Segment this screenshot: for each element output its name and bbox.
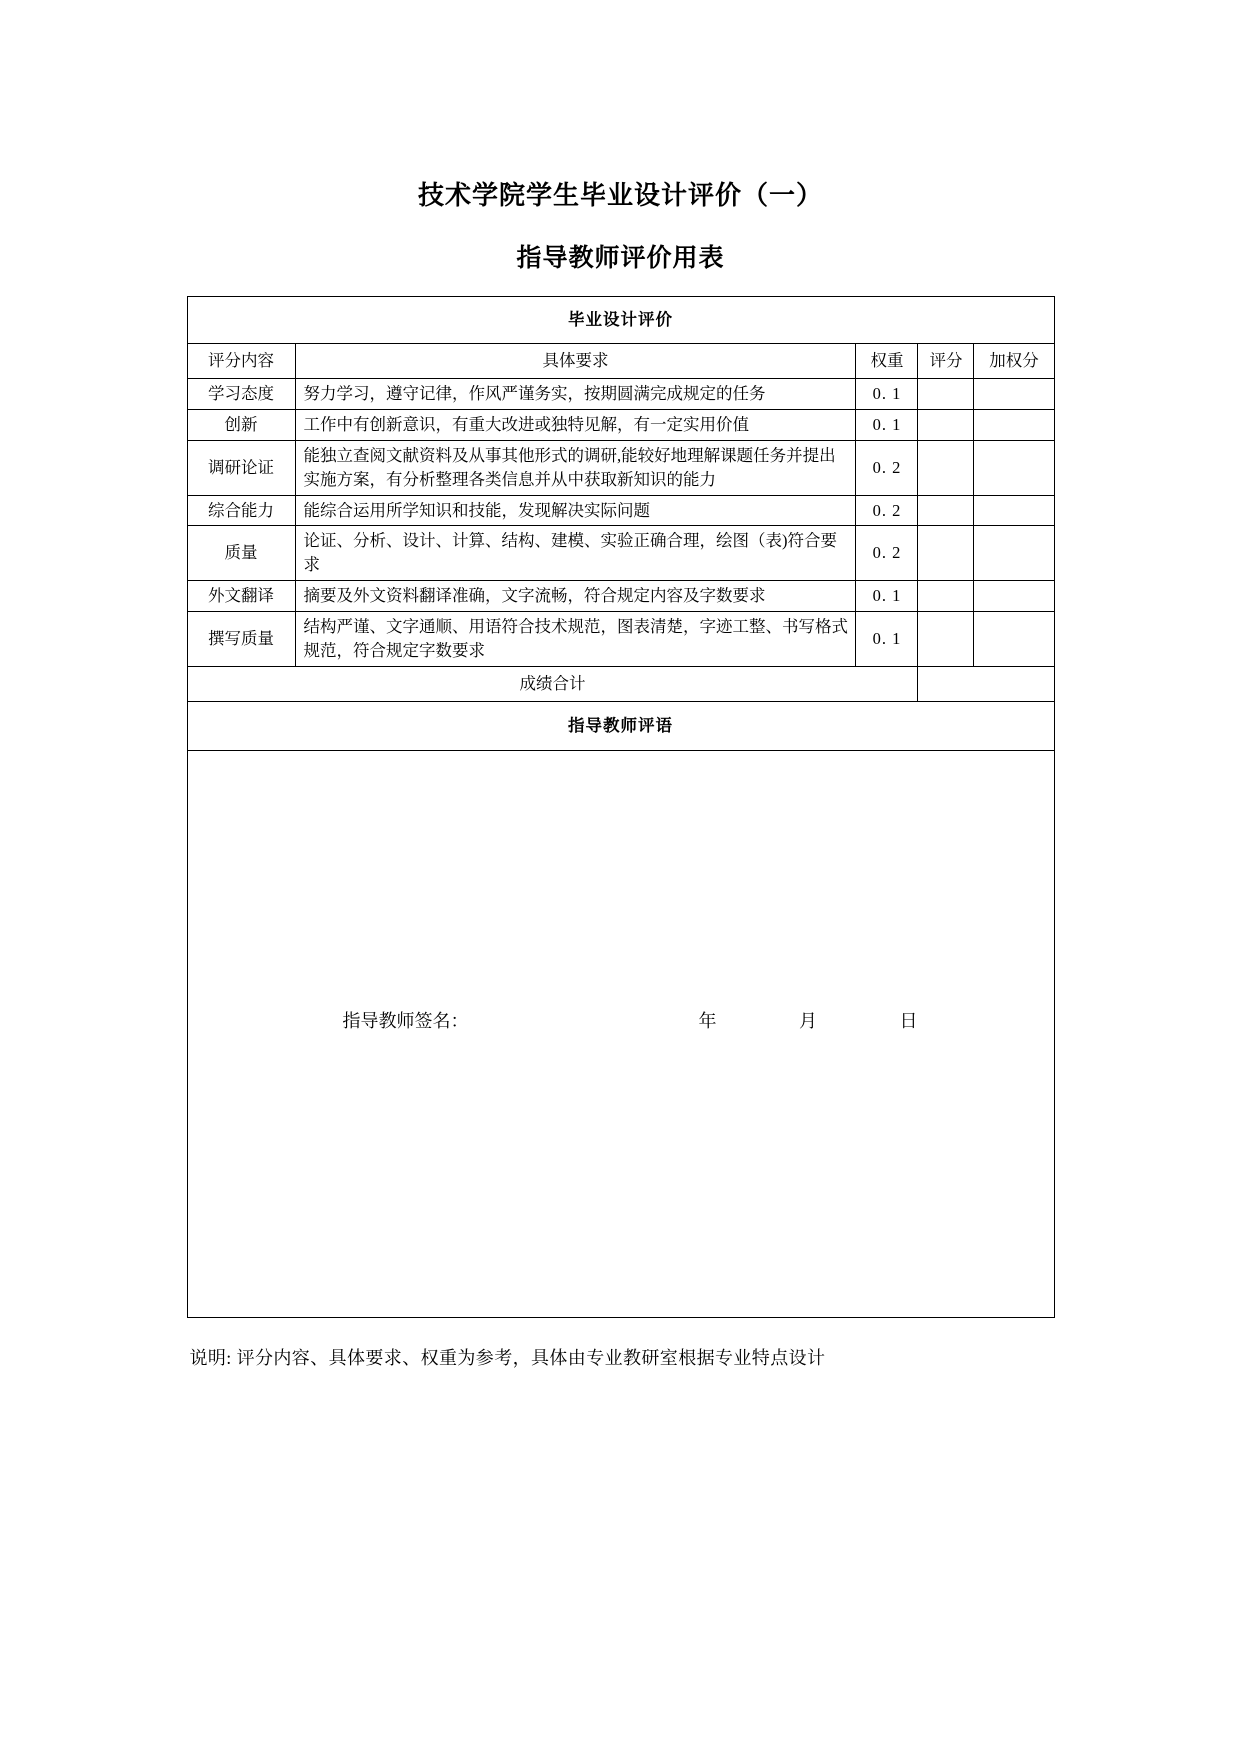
total-row bbox=[187, 667, 1054, 702]
row-requirement: 能独立查阅文献资料及从事其他形式的调研,能较好地理解课题任务并提出实施方案，有分析整理各类信息并从中获取新知识的能力 bbox=[295, 440, 856, 495]
row-score-input[interactable] bbox=[918, 526, 974, 581]
comment-section-title: 指导教师评语 bbox=[187, 701, 1054, 750]
header-requirement: 具体要求 bbox=[295, 343, 856, 378]
row-score-input[interactable] bbox=[918, 581, 974, 612]
table-row bbox=[187, 378, 1054, 409]
row-score-input[interactable] bbox=[918, 409, 974, 440]
row-weighted-input[interactable] bbox=[974, 378, 1054, 409]
row-weight: 0. 1 bbox=[856, 409, 918, 440]
evaluation-table-wrap bbox=[187, 296, 1055, 1318]
table-row bbox=[187, 612, 1054, 667]
row-score-input[interactable] bbox=[918, 495, 974, 526]
row-score-input[interactable] bbox=[918, 612, 974, 667]
comment-area-row bbox=[187, 750, 1054, 1317]
year-label: 年 bbox=[698, 1010, 717, 1031]
row-weighted-input[interactable] bbox=[974, 526, 1054, 581]
table-row bbox=[187, 409, 1054, 440]
table-header-row bbox=[187, 343, 1054, 378]
row-weight: 0. 1 bbox=[856, 612, 918, 667]
row-score-input[interactable] bbox=[918, 440, 974, 495]
row-weighted-input[interactable] bbox=[974, 612, 1054, 667]
total-value-input[interactable] bbox=[918, 667, 1054, 702]
row-requirement: 能综合运用所学知识和技能，发现解决实际问题 bbox=[295, 495, 856, 526]
signature-label: 指导教师签名： bbox=[342, 1010, 469, 1031]
row-score-input[interactable] bbox=[918, 378, 974, 409]
row-requirement: 工作中有创新意识，有重大改进或独特见解，有一定实用价值 bbox=[295, 409, 856, 440]
section-title-row bbox=[187, 297, 1054, 344]
row-weight: 0. 2 bbox=[856, 495, 918, 526]
row-weight: 0. 1 bbox=[856, 581, 918, 612]
row-category: 撰写质量 bbox=[187, 612, 295, 667]
date-fields bbox=[699, 1008, 918, 1034]
row-weighted-input[interactable] bbox=[974, 409, 1054, 440]
row-requirement: 努力学习，遵守记律，作风严谨务实，按期圆满完成规定的任务 bbox=[295, 378, 856, 409]
table-row bbox=[187, 581, 1054, 612]
row-category: 外文翻译 bbox=[187, 581, 295, 612]
row-weight: 0. 1 bbox=[856, 378, 918, 409]
table-row bbox=[187, 440, 1054, 495]
page-subtitle: 指导教师评价用表 bbox=[516, 245, 725, 272]
row-requirement: 结构严谨、文字通顺、用语符合技术规范，图表清楚，字迹工整、书写格式规范，符合规定字数要求 bbox=[295, 612, 856, 667]
comment-textarea[interactable] bbox=[187, 750, 1054, 1317]
row-weight: 0. 2 bbox=[856, 440, 918, 495]
table-row bbox=[187, 526, 1054, 581]
header-weighted-score: 加权分 bbox=[974, 343, 1054, 378]
section-title: 毕业设计评价 bbox=[187, 297, 1054, 344]
evaluation-table bbox=[187, 296, 1055, 1318]
header-weight: 权重 bbox=[856, 343, 918, 378]
row-weighted-input[interactable] bbox=[974, 581, 1054, 612]
signature-line bbox=[193, 1008, 1049, 1060]
total-label: 成绩合计 bbox=[187, 667, 918, 702]
row-requirement: 摘要及外文资料翻译准确，文字流畅，符合规定内容及字数要求 bbox=[295, 581, 856, 612]
page-title: 技术学院学生毕业设计评价（一） bbox=[417, 181, 823, 210]
header-score: 评分 bbox=[918, 343, 974, 378]
footer-note: 说明: 评分内容、具体要求、权重为参考，具体由专业教研室根据专业特点设计 bbox=[189, 1347, 826, 1368]
header-category: 评分内容 bbox=[187, 343, 295, 378]
row-category: 学习态度 bbox=[187, 378, 295, 409]
row-category: 质量 bbox=[187, 526, 295, 581]
row-category: 综合能力 bbox=[187, 495, 295, 526]
row-category: 创新 bbox=[187, 409, 295, 440]
comment-title-row bbox=[187, 701, 1054, 750]
table-row bbox=[187, 495, 1054, 526]
row-weight: 0. 2 bbox=[856, 526, 918, 581]
row-weighted-input[interactable] bbox=[974, 440, 1054, 495]
row-category: 调研论证 bbox=[187, 440, 295, 495]
row-requirement: 论证、分析、设计、计算、结构、建模、实验正确合理，绘图（表)符合要求 bbox=[295, 526, 856, 581]
month-label: 月 bbox=[799, 1010, 817, 1031]
row-weighted-input[interactable] bbox=[974, 495, 1054, 526]
day-label: 日 bbox=[899, 1010, 918, 1031]
